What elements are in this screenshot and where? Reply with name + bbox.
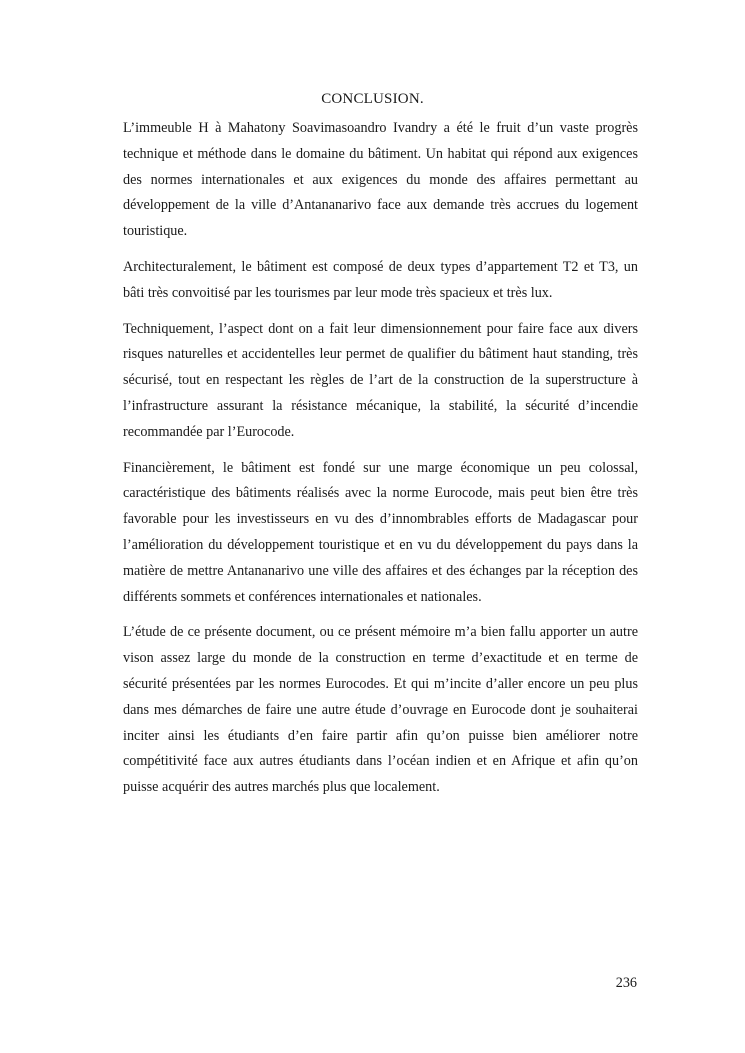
paragraph-technical: Techniquement, l’aspect dont on a fait leur dimensionnement pour faire face aux divers risques naturelles et accidentelles leur permet de qualifier du bâtiment haut standing, très sécurisé, tout en respectant les règles de l’art de la construction de la superstructure à l’infrastructure assurant la résistance mécanique, la stabilité, la sécurité d’incendie recommandée par l’Eurocode.	[123, 320, 638, 440]
page-title: CONCLUSION.	[321, 91, 424, 107]
paragraph-financial: Financièrement, le bâtiment est fondé sur une marge économique un peu colossal, caractéristique des bâtiments réalisés avec la norme Eurocode, mais peut bien être très favorable pour les investisseurs en vu des d’innombrables efforts de Madagascar pour l’amélioration du développement touristique et en vu du développement du pays dans la matière de mettre Antananarivo une ville des affaires et des échanges par la réception des différents sommets et conférences internationales et nationales.	[123, 459, 638, 605]
page-number: 236	[615, 975, 637, 991]
body-text	[123, 116, 638, 811]
paragraph-study: L’étude de ce présente document, ou ce présent mémoire m’a bien fallu apporter un autre vison assez large du monde de la construction en terme d’exactitude et en terme de sécurité présentées par les normes Eurocodes. Et qui m’incite d’aller encore un peu plus dans mes démarches de faire une autre étude d’ouvrage en Eurocode dont je souhaiterai inciter ainsi les étudiants d’en faire partir afin qu’on puisse bien améliorer notre compétitivité face aux autres étudiants dans l’océan indien et en Afrique et afin qu’on puisse acquérir des autres marchés plus que localement.	[123, 624, 638, 796]
paragraph-intro: L’immeuble H à Mahatony Soavimasoandro Ivandry a été le fruit d’un vaste progrès technique et méthode dans le domaine du bâtiment. Un habitat qui répond aux exigences des normes internationales et aux exigences du monde des affaires permettant au développement de la ville d’Antananarivo face aux demande très accrues du logement touristique.	[123, 120, 638, 240]
paragraph-architecture: Architecturalement, le bâtiment est composé de deux types d’appartement T2 et T3, un bâti très convoitisé par les tourismes par leur mode très spacieux et très lux.	[123, 258, 638, 301]
